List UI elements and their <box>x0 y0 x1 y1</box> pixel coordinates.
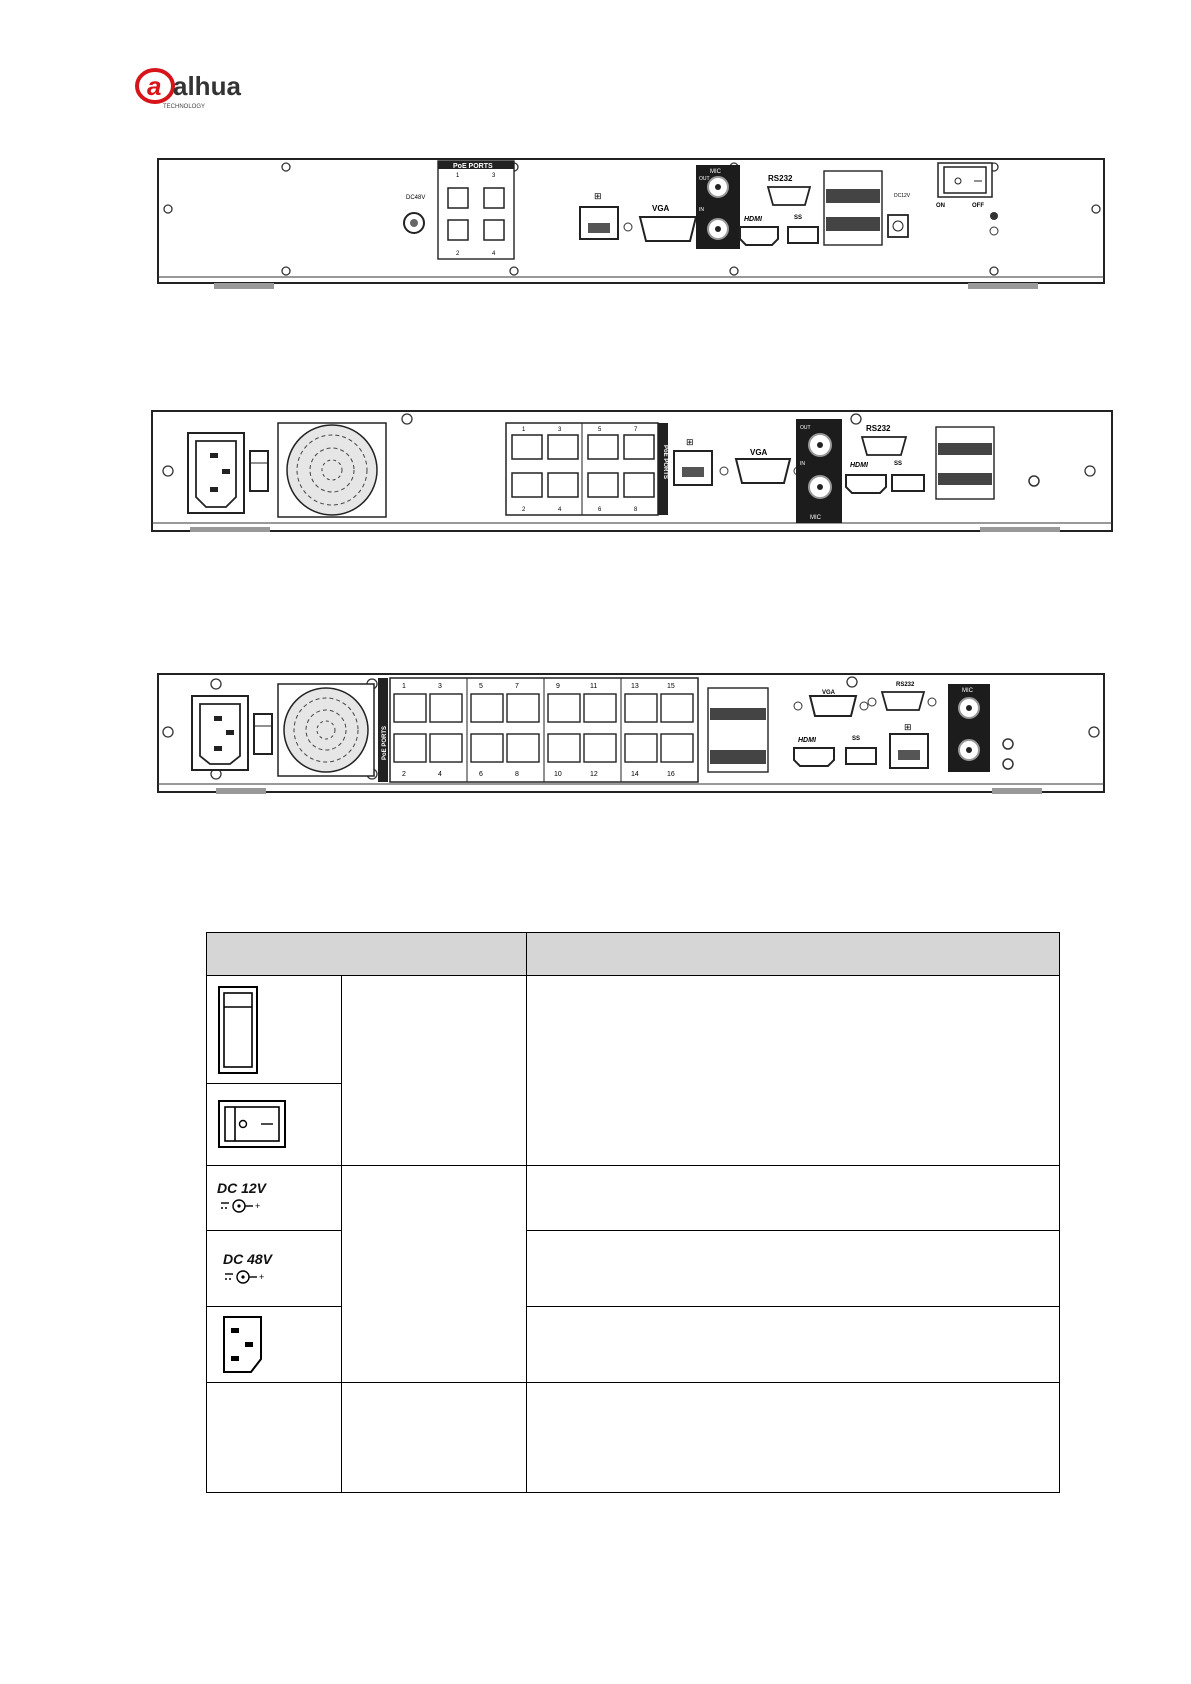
poe-port[interactable] <box>430 694 462 722</box>
poe-port[interactable] <box>512 435 542 459</box>
header-cell-function <box>527 933 1060 976</box>
rocker-switch-horizontal-icon <box>207 1084 342 1166</box>
ac-inlet-function-cell <box>527 1307 1060 1383</box>
rear-panel-16poe <box>156 670 1106 800</box>
rear-panel-8poe <box>150 407 1114 541</box>
usb-label: SS <box>894 461 903 467</box>
rs232-label: RS232 <box>896 682 915 688</box>
poe-port[interactable] <box>484 188 504 208</box>
poe-port[interactable] <box>588 473 618 497</box>
table-header-row <box>207 933 1060 976</box>
hdmi-port[interactable] <box>794 748 834 766</box>
poe-port[interactable] <box>548 435 578 459</box>
poe-port[interactable] <box>430 734 462 762</box>
poe-port[interactable] <box>471 694 503 722</box>
poe-port-number: 1 <box>456 173 460 179</box>
rs232-label: RS232 <box>768 174 793 183</box>
mic-audio-block <box>696 165 740 249</box>
vga-port[interactable] <box>640 217 696 241</box>
poe-port-number: 2 <box>402 771 406 778</box>
poe-port[interactable] <box>548 694 580 722</box>
poe-port-number: 9 <box>556 683 560 690</box>
mic-audio-block <box>796 419 842 523</box>
vga-port[interactable] <box>810 696 856 716</box>
hdmi-label: HDMI <box>744 216 762 223</box>
poe-port[interactable] <box>394 694 426 722</box>
usb-label: SS <box>852 736 861 742</box>
poe-port-number: 1 <box>402 683 406 690</box>
rear-panel-description-table <box>206 932 1060 1493</box>
poe-port-number: 14 <box>631 771 639 778</box>
rear-panel-4poe <box>156 155 1106 295</box>
poe-port-number: 16 <box>667 771 675 778</box>
ground-screw <box>990 212 998 220</box>
poe-port-number: 12 <box>590 771 598 778</box>
hdmi-label: HDMI <box>850 462 868 469</box>
rs232-port[interactable] <box>862 437 906 455</box>
poe-port[interactable] <box>471 734 503 762</box>
poe-port-number: 1 <box>522 427 526 433</box>
mic-audio-block <box>948 684 990 772</box>
poe-port-number: 4 <box>558 507 562 513</box>
poe-port[interactable] <box>625 734 657 762</box>
power-switch[interactable] <box>944 167 986 193</box>
mic-out-label: OUT <box>800 425 811 431</box>
dc48v-function-cell <box>527 1231 1060 1307</box>
poe-port[interactable] <box>548 473 578 497</box>
poe-port[interactable] <box>512 473 542 497</box>
svg-text:+: + <box>259 1271 265 1282</box>
hdmi-port[interactable] <box>846 475 886 493</box>
poe-port[interactable] <box>661 734 693 762</box>
poe-port-number: 6 <box>479 771 483 778</box>
network-icon: ⊞ <box>904 722 912 732</box>
usb-label: SS <box>794 215 803 221</box>
dc48v-label: DC 48V <box>223 1250 273 1267</box>
mic-label: MIC <box>962 688 973 694</box>
poe-ports-block <box>438 161 514 259</box>
empty-icon-cell <box>207 1383 342 1493</box>
poe-port[interactable] <box>624 435 654 459</box>
poe-port[interactable] <box>584 734 616 762</box>
poe-port-number: 3 <box>492 173 496 179</box>
poe-title: PoE PORTS <box>382 725 388 760</box>
poe-port-number: 8 <box>515 771 519 778</box>
poe-port-number: 10 <box>554 771 562 778</box>
empty-name-cell <box>342 1383 527 1493</box>
dc12v-port[interactable] <box>888 215 908 237</box>
network-icon: ⊞ <box>686 437 694 447</box>
dahua-logo <box>133 66 263 110</box>
mic-out-label: OUT <box>699 176 710 182</box>
dc48v-label: DC48V <box>406 195 426 201</box>
usb-port[interactable] <box>846 748 876 764</box>
poe-port-number: 8 <box>634 507 638 513</box>
poe-title: PoE PORTS <box>453 163 493 170</box>
poe-port-number: 3 <box>438 683 442 690</box>
power-switch-function-cell <box>527 976 1060 1166</box>
poe-port-number: 13 <box>631 683 639 690</box>
poe-ports-block <box>378 678 698 782</box>
hdmi-label: HDMI <box>798 737 816 744</box>
poe-port-number: 15 <box>667 683 675 690</box>
header-cell-port <box>207 933 527 976</box>
network-icon: ⊞ <box>594 191 602 201</box>
poe-port[interactable] <box>507 694 539 722</box>
poe-port[interactable] <box>584 694 616 722</box>
mic-label: MIC <box>810 515 821 521</box>
table-row <box>207 1307 1060 1383</box>
mic-in-label: IN <box>699 207 704 213</box>
rs232-port[interactable] <box>882 692 924 710</box>
poe-port[interactable] <box>548 734 580 762</box>
poe-port[interactable] <box>625 694 657 722</box>
power-input-name-cell <box>342 1166 527 1383</box>
power-switch-name-cell <box>342 976 527 1166</box>
poe-title: PoE PORTS <box>662 445 668 480</box>
poe-port-number: 5 <box>479 683 483 690</box>
logo-subtext: TECHNOLOGY <box>163 104 206 110</box>
poe-port-number: 2 <box>456 251 460 257</box>
power-switch[interactable] <box>254 714 272 754</box>
poe-ports-block <box>506 423 668 515</box>
rocker-switch-vertical-icon <box>207 976 342 1084</box>
poe-port-number: 2 <box>522 507 526 513</box>
rs232-label: RS232 <box>866 424 891 433</box>
poe-port-number: 4 <box>438 771 442 778</box>
poe-port[interactable] <box>484 220 504 240</box>
ac-inlet-icon-cell <box>207 1307 342 1383</box>
hdmi-port[interactable] <box>740 227 778 245</box>
vga-label: VGA <box>750 448 768 457</box>
poe-port-number: 6 <box>598 507 602 513</box>
usb-port[interactable] <box>892 475 924 491</box>
svg-text:+: + <box>255 1201 261 1211</box>
poe-port[interactable] <box>507 734 539 762</box>
dc12v-icon-cell <box>207 1166 342 1231</box>
svg-text:a: a <box>147 71 162 101</box>
dc48v-icon-cell <box>207 1231 342 1307</box>
table-row <box>207 1231 1060 1307</box>
poe-port[interactable] <box>624 473 654 497</box>
dc12v-label: DC12V <box>894 193 911 199</box>
poe-port[interactable] <box>661 694 693 722</box>
power-switch[interactable] <box>250 451 268 491</box>
mic-in-label: IN <box>800 461 805 467</box>
logo-text: alhua <box>173 71 241 101</box>
poe-port-number: 7 <box>515 683 519 690</box>
poe-port[interactable] <box>448 220 468 240</box>
empty-function-cell <box>527 1383 1060 1493</box>
poe-port-number: 7 <box>634 427 638 433</box>
poe-port-number: 3 <box>558 427 562 433</box>
alarm-terminal-block[interactable] <box>708 688 768 772</box>
poe-port-number: 5 <box>598 427 602 433</box>
dc12v-label: DC 12V <box>217 1180 267 1196</box>
fan-grille <box>278 423 386 517</box>
usb-port[interactable] <box>788 227 818 243</box>
switch-off-label: OFF <box>972 203 984 209</box>
vga-port[interactable] <box>736 459 790 483</box>
switch-on-label: ON <box>936 203 945 209</box>
table-row <box>207 976 1060 1084</box>
table-row <box>207 1383 1060 1493</box>
poe-port[interactable] <box>448 188 468 208</box>
poe-port-number: 11 <box>590 683 598 690</box>
mic-label: MIC <box>710 169 721 175</box>
poe-port[interactable] <box>588 435 618 459</box>
dc12v-function-cell <box>527 1166 1060 1231</box>
vga-label: VGA <box>652 204 670 213</box>
vga-label: VGA <box>822 690 836 696</box>
alarm-terminal-block[interactable] <box>824 171 882 245</box>
rs232-port[interactable] <box>768 187 810 205</box>
alarm-terminal-block[interactable] <box>936 427 994 499</box>
poe-port-number: 4 <box>492 251 496 257</box>
fan-grille <box>278 684 374 776</box>
poe-port[interactable] <box>394 734 426 762</box>
table-row <box>207 1166 1060 1231</box>
